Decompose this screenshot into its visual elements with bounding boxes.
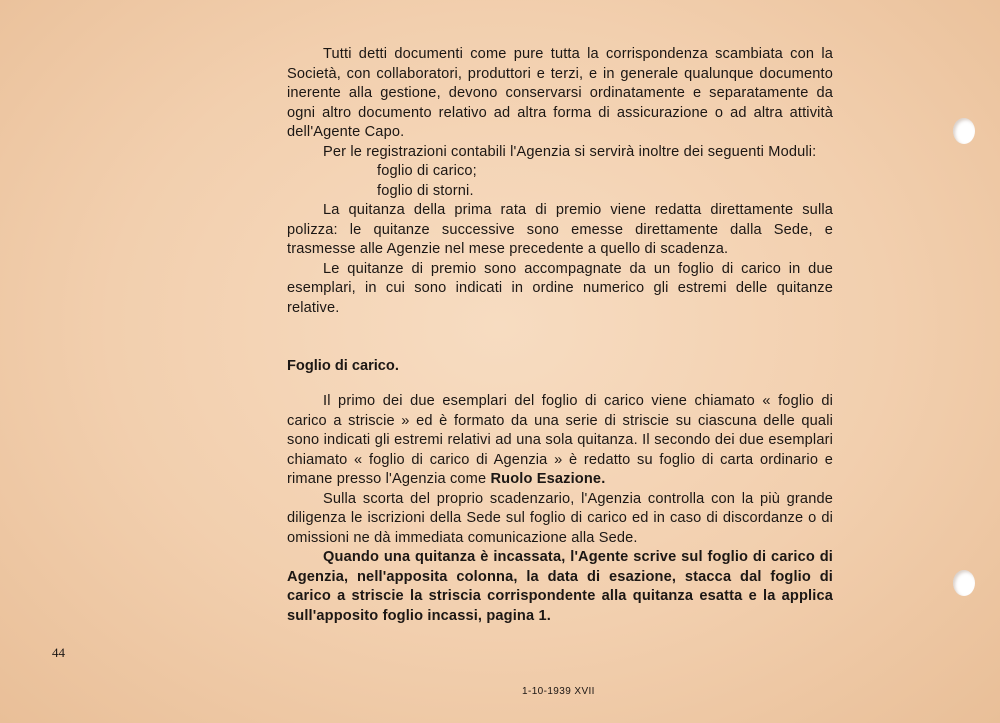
module-item-carico: foglio di carico; [377,163,477,179]
ruolo-esazione-term: Ruolo Esazione. [490,471,606,487]
footer-date: 1-10-1939 XVII [522,686,595,697]
page-number: 44 [52,645,65,660]
text-block-lower [287,392,833,626]
paragraph-two-copies-text: Il primo dei due esemplari del foglio di carico viene chiamato « foglio di carico a striscie » ed è formato da una serie di striscie su ciascuna delle quali sono indicati gli estremi relativi ad una sola quitanza. Il secondo dei due esemplari chiamato « foglio di carico di Agenzia » è redatto su foglio di carta ordinario e rimane presso l'Agenzia come [287,393,833,487]
paragraph-two-copies [287,392,833,490]
paragraph-incasso-procedure: Quando una quitanza è incassata, l'Agente scrive sul foglio di carico di Agenzia, nell'apposita colonna, la data di esazione, stacca dal foglio di carico a striscie la striscia corrispondente alla quitanza esatta e la applica sull'apposito foglio incassi, pagina 1. [287,549,833,624]
section-heading: Foglio di carico. [287,358,399,374]
paragraph-registrations: Per le registrazioni contabili l'Agenzia si servirà inoltre dei seguenti Moduli: [323,143,817,160]
module-item-storni: foglio di storni. [377,182,474,199]
paragraph-first-premium: La quitanza della prima rata di premio viene redatta direttamente sulla polizza: le quitanze successive sono emesse direttamente dalla Sede, e trasmesse alle Agenzie nel mese precedente a quello di scadenza. [287,202,833,257]
text-block-upper [287,45,833,318]
punch-hole-bottom [953,570,975,596]
paragraph-scadenzario: Sulla scorta del proprio scadenzario, l'Agenzia controlla con la più grande diligenza le iscrizioni della Sede sul foglio di carico ed in caso di discordanze o di omissioni ne dà immediata comunicazione alla Sede. [287,490,833,546]
punch-hole-top [953,118,975,144]
paragraph-documents: Tutti detti documenti come pure tutta la corrispondenza scambiata con la Società, con collaboratori, produttori e terzi, e in generale qualunque documento inerente alla gestione, devono conservarsi ordinatamente e separatamente da ogni altro documento relativo ad altra forma di assicurazione o ad altra attività dell'Agente Capo. [287,46,833,140]
paragraph-premium-quitanze: Le quitanze di premio sono accompagnate da un foglio di carico in due esemplari, in cui sono indicati in ordine numerico gli estremi delle quitanze relative. [287,260,833,316]
